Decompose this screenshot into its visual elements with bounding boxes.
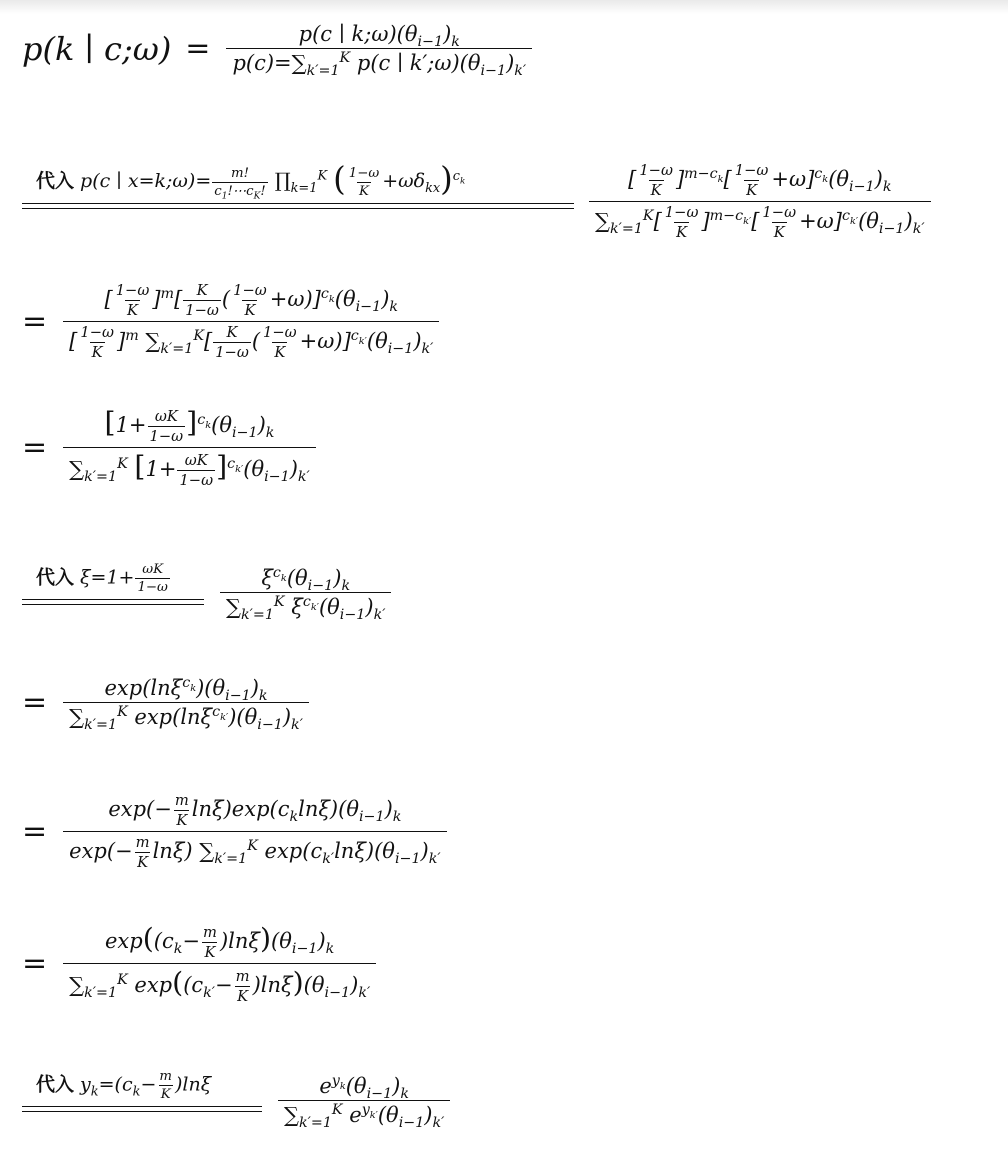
- fraction-3: [ $\frac{1-\omega}{K}$ ]$^m$[ $\frac{K}{1-\omega}$ ( $\frac{1-\omega}{K}$ $+\omega)]^{c_k}(\theta_{i-1})_k$ [ $\frac{1-\omega}{K}$ ]$^m$ $\sum_{k'=1}^K$[ $\frac{K}{1-\omega}$ ( $\frac{1-\omega}{K}$ $+\omega)]^{c_{k'}}(\theta_{i-1})_{k'}$: [63, 282, 439, 361]
- equals-sign: =: [22, 304, 48, 339]
- equation-row-6: [0, 675, 1008, 734]
- equation-row-7: [0, 792, 1008, 871]
- equation-row-2: [0, 128, 1008, 241]
- equals-sign: =: [22, 685, 48, 720]
- fraction-2: [ $\frac{1-\omega}{K}$ ]$^{m-c_k}$[ $\frac{1-\omega}{K}$ $+\omega]^{c_k}(\theta_{i-1})_k$ $\sum_{k'=1}^K$[ $\frac{1-\omega}{K}$ ]$^{m-c_{k'}}$[ $\frac{1-\omega}{K}$ $+\omega]^{c_{k'}}(\theta_{i-1})_{k'}$: [589, 162, 931, 241]
- lhs-posterior: p(k ∣ c;ω): [22, 29, 172, 68]
- equals-sign: =: [22, 814, 48, 849]
- equals-sign: =: [22, 946, 48, 981]
- fraction-5: $\frac{\xi^{c_k}(\theta_{i-1})_k}{\sum_{k'=1}^K \xi^{c_{k'}}(\theta_{i-1})_{k'}}$: [220, 566, 391, 619]
- equation-row-8: [0, 922, 1008, 1005]
- fraction-1: $\frac{p(c ∣ k;\omega)(\theta_{i-1})_k}{p(c)=\sum_{k'=1}^K p(c ∣ k';\omega)(\theta_{i-1})_{k'}}$: [226, 22, 532, 75]
- equals-sign: =: [22, 430, 48, 465]
- equation-row-1: [0, 22, 1008, 80]
- fraction-9: $\frac{e^{y_k}(\theta_{i-1})_k}{\sum_{k'=1}^K e^{y_{k'}}(\theta_{i-1})_{k'}}$: [278, 1074, 450, 1127]
- top-shadow-bar: [0, 0, 1008, 14]
- substitution-2: 代入 ξ=1+ $\frac{\omega K}{1-\omega}$: [22, 562, 204, 605]
- fraction-8: $\exp((c_k-$ $\frac{m}{K}$ )$\ln\xi)(\theta_{i-1})_k$ $\sum_{k'=1}^K$ $\exp((c_{k'}-$ $\frac{m}{K}$ )$\ln\xi)(\theta_{i-1})_{k'}$: [63, 922, 376, 1005]
- substitution-3: 代入 $y_k=(c_k-$ $\frac{m}{K}$ )lnξ: [22, 1069, 262, 1112]
- fraction-4: [1+ $\frac{\omega K}{1-\omega}$ ]$^{c_k}(\theta_{i-1})_k$ $\sum_{k'=1}^K$ [1+ $\frac{\omega K}{1-\omega}$ ]$^{c_{k'}}(\theta_{i-1})_{k'}$: [63, 406, 316, 489]
- substitute-label: 代入: [36, 170, 75, 193]
- equation-row-5: [0, 548, 1008, 624]
- fraction-6: $\frac{\exp(\ln\xi^{c_k})(\theta_{i-1})_k}{\sum_{k'=1}^K \exp(\ln\xi^{c_{k'}})(\theta_{i-1})_{k'}}$: [63, 676, 309, 729]
- equation-row-9: [0, 1054, 1008, 1132]
- substitute-label: 代入: [36, 1073, 75, 1096]
- fraction-7: exp(− $\frac{m}{K}$ $\ln\xi)\exp(c_k\ln\xi)(\theta_{i-1})_k$ exp(− $\frac{m}{K}$ lnξ) $\sum_{k'=1}^K$ $\exp(c_{k'}\ln\xi)(\theta_{i-1})_{k'}$: [63, 792, 446, 871]
- substitute-label: 代入: [36, 566, 75, 589]
- equals-sign: =: [185, 31, 211, 66]
- equation-row-3: [0, 282, 1008, 361]
- equation-row-4: [0, 406, 1008, 489]
- substitution-1: 代入 p(c ∣ x=k;ω)= $\frac{m!}{c_1!\cdots c_K!}$ $\prod_{k=1}^K$ ( $\frac{1-\omega}{K}$ $+\omega\delta_{kx})^{c_k}$: [22, 160, 577, 209]
